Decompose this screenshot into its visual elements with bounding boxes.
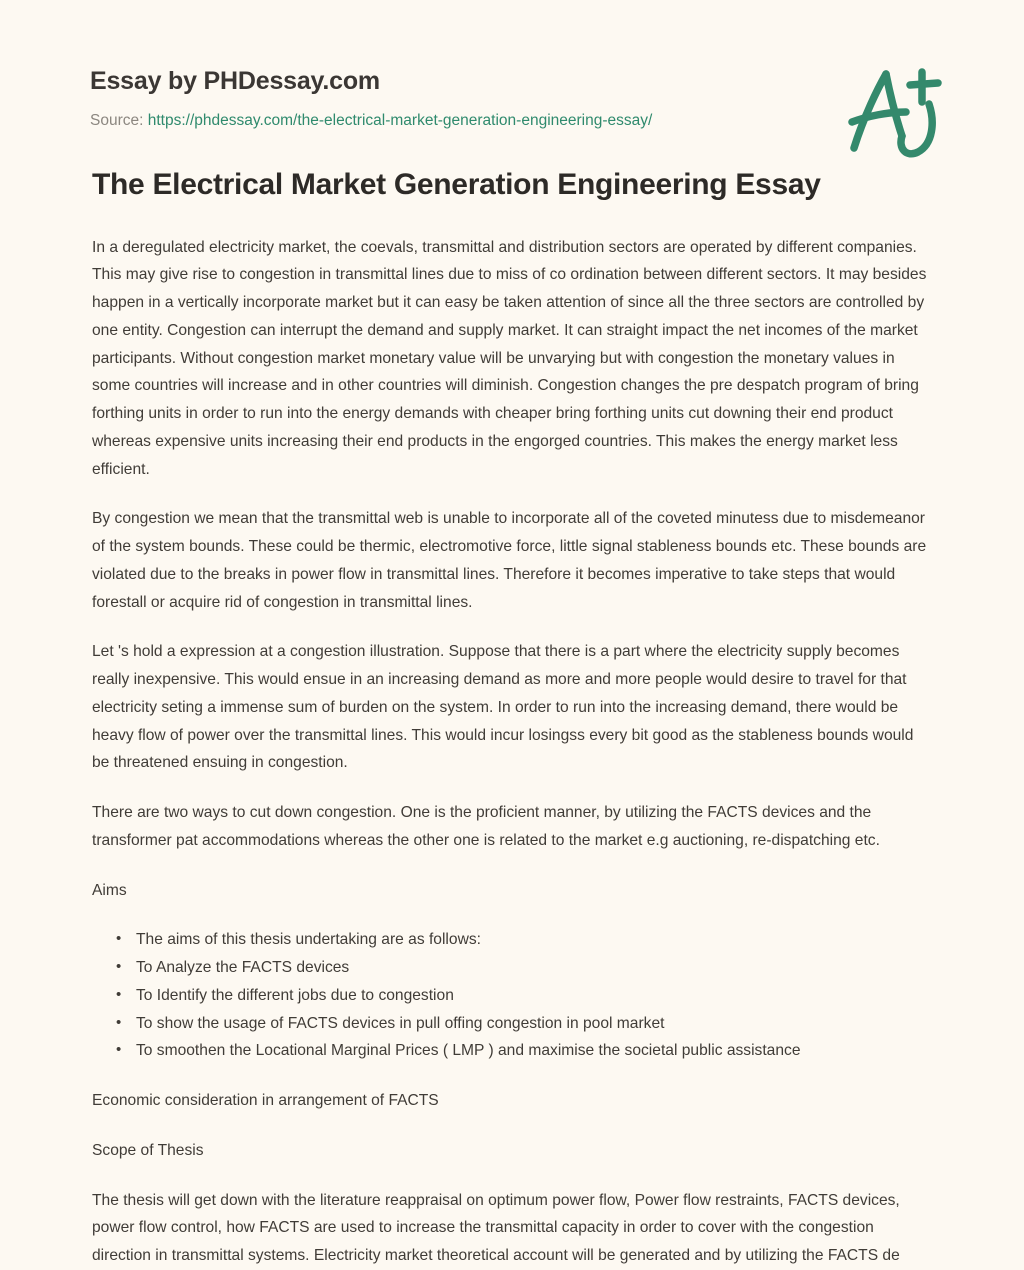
paragraph: In a deregulated electricity market, the coevals, transmittal and distribution sectors are operated by different companies. This may give rise to congestion in transmittal lines due to miss of co ordination between different sectors. It may besides happen in a vertically incorporate market but it can easy be taken attention of since all the three sectors are controlled by one entity. Congestion can interrupt the demand and supply market. It can straight impact the net incomes of the market participants. Without congestion market monetary value will be unvarying but with congestion the monetary values in some countries will increase and in other countries will diminish. Congestion changes the pre despatch program of bring forthing units in order to run into the energy demands with cheaper bring forthing units cut downing their end product whereas expensive units increasing their end products in the engorged countries. This makes the energy market less efficient. (92, 238, 927, 478)
paragraph: By congestion we mean that the transmittal web is unable to incorporate all of the coveted minutess due to misdemeanor of the system bounds. These could be thermic, electromotive force, little signal stableness bounds etc. These bounds are violated due to the breaks in power flow in transmittal lines. Therefore it becomes imperative to take steps that would forestall or acquire rid of congestion in transmittal lines. (92, 510, 927, 611)
article-body (0, 166, 1024, 1270)
source-url-link[interactable]: https://phdessay.com/the-electrical-market-generation-engineering-essay/ (147, 111, 653, 129)
source-label: Source: (90, 111, 144, 129)
paragraph: Economic consideration in arrangement of FACTS (92, 1092, 439, 1110)
aplus-logo-icon (826, 52, 956, 172)
list-item: • The aims of this thesis undertaking are as follows: (136, 926, 932, 954)
list-item: • To Identify the different jobs due to congestion (136, 982, 932, 1010)
paragraph-truncated: The thesis will get down with the literature reappraisal on optimum power flow, Power flow restraints, FACTS devices, power flow control, how FACTS are used to increase the transmittal capacity in order to cover with the congestion direction in transmittal systems. Electricity market theoretical account will be generated and by utilizing the FACTS de (92, 1191, 900, 1265)
section-heading-scope: Scope of Thesis (92, 1141, 204, 1159)
paragraph: Let 's hold a expression at a congestion illustration. Suppose that there is a part where the electricity supply becomes really inexpensive. This would ensue in an increasing demand as more and more people would desire to travel for that electricity seting a immense sum of burden on the system. In order to run into the increasing demand, there would be heavy flow of power over the transmittal lines. This would incur losingss every bit good as the stableness bounds would be threatened ensuing in congestion. (92, 643, 914, 772)
list-item: • To smoothen the Locational Marginal Prices ( LMP ) and maximise the societal public assistance (136, 1037, 932, 1065)
brand-title: Essay by PHDessay.com (90, 67, 380, 95)
list-item: • To Analyze the FACTS devices (136, 954, 932, 982)
page-title: The Electrical Market Generation Engineering Essay (92, 168, 821, 202)
aims-bullet-list (92, 926, 932, 1065)
list-item: • To show the usage of FACTS devices in pull offing congestion in pool market (136, 1010, 932, 1038)
paragraph: There are two ways to cut down congestion. One is the proficient manner, by utilizing the FACTS devices and the transformer pat accommodations whereas the other one is related to the market e.g auctioning, re-dispatching etc. (92, 804, 880, 849)
page-header (0, 0, 1024, 130)
section-heading-aims: Aims (92, 881, 127, 899)
